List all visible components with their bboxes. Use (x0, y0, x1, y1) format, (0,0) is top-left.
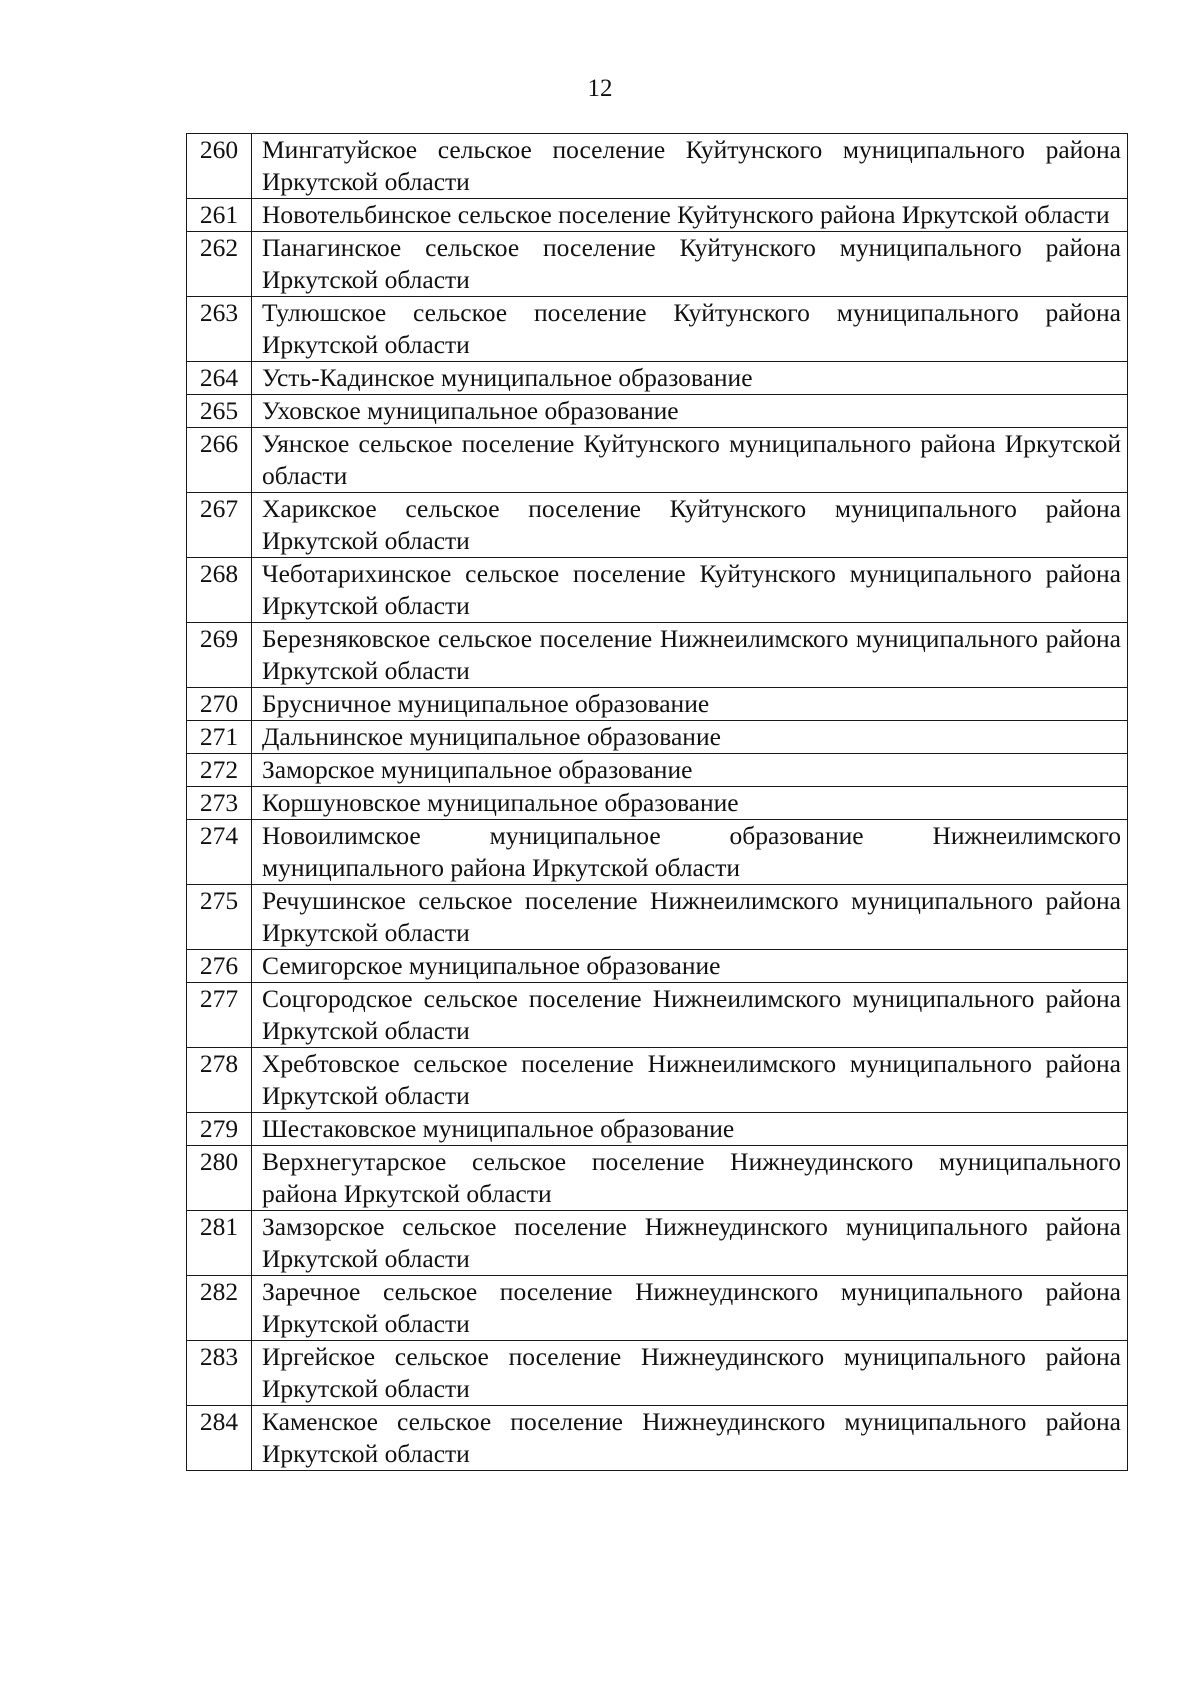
row-number: 272 (187, 754, 252, 787)
row-number: 281 (187, 1211, 252, 1276)
table-row (187, 362, 1128, 395)
table-row (187, 1276, 1128, 1341)
municipalities-table (186, 133, 1128, 1471)
row-number: 260 (187, 134, 252, 199)
row-number: 265 (187, 395, 252, 428)
row-number: 262 (187, 232, 252, 297)
municipality-name: Уянское сельское поселение Куйтунского муниципального района Иркутской области (252, 428, 1128, 493)
table-row (187, 1211, 1128, 1276)
table-row (187, 983, 1128, 1048)
table-row (187, 721, 1128, 754)
municipality-name: Новоилимское муниципальное образование Нижнеилимского муниципального района Иркутской области (252, 820, 1128, 885)
table-row (187, 1048, 1128, 1113)
municipality-name: Тулюшское сельское поселение Куйтунского муниципального района Иркутской области (252, 297, 1128, 362)
municipality-name: Замзорское сельское поселение Нижнеудинского муниципального района Иркутской области (252, 1211, 1128, 1276)
row-number: 263 (187, 297, 252, 362)
table-row (187, 1341, 1128, 1406)
table-row (187, 820, 1128, 885)
municipality-name: Мингатуйское сельское поселение Куйтунского муниципального района Иркутской области (252, 134, 1128, 199)
row-number: 271 (187, 721, 252, 754)
table-row (187, 297, 1128, 362)
row-number: 275 (187, 885, 252, 950)
municipality-name: Панагинское сельское поселение Куйтунского муниципального района Иркутской области (252, 232, 1128, 297)
table-row (187, 623, 1128, 688)
municipality-name: Соцгородское сельское поселение Нижнеилимского муниципального района Иркутской области (252, 983, 1128, 1048)
table-row (187, 950, 1128, 983)
row-number: 261 (187, 199, 252, 232)
municipality-name: Усть-Кадинское муниципальное образование (252, 362, 1128, 395)
municipality-name: Заречное сельское поселение Нижнеудинского муниципального района Иркутской области (252, 1276, 1128, 1341)
municipality-name: Речушинское сельское поселение Нижнеилимского муниципального района Иркутской области (252, 885, 1128, 950)
table-row (187, 885, 1128, 950)
table-row (187, 1113, 1128, 1146)
municipality-name: Уховское муниципальное образование (252, 395, 1128, 428)
row-number: 266 (187, 428, 252, 493)
municipality-name: Шестаковское муниципальное образование (252, 1113, 1128, 1146)
table-row (187, 787, 1128, 820)
row-number: 269 (187, 623, 252, 688)
row-number: 277 (187, 983, 252, 1048)
row-number: 280 (187, 1146, 252, 1211)
row-number: 270 (187, 688, 252, 721)
row-number: 268 (187, 558, 252, 623)
table-row (187, 134, 1128, 199)
row-number: 267 (187, 493, 252, 558)
municipality-name: Дальнинское муниципальное образование (252, 721, 1128, 754)
municipality-name: Хребтовское сельское поселение Нижнеилимского муниципального района Иркутской области (252, 1048, 1128, 1113)
table-row (187, 688, 1128, 721)
table-row (187, 754, 1128, 787)
row-number: 283 (187, 1341, 252, 1406)
table-body (187, 134, 1128, 1471)
table-row (187, 1406, 1128, 1471)
row-number: 276 (187, 950, 252, 983)
municipality-name: Брусничное муниципальное образование (252, 688, 1128, 721)
table-row (187, 558, 1128, 623)
table-row (187, 1146, 1128, 1211)
row-number: 274 (187, 820, 252, 885)
municipality-name: Чеботарихинское сельское поселение Куйтунского муниципального района Иркутской области (252, 558, 1128, 623)
table-row (187, 232, 1128, 297)
table-row (187, 493, 1128, 558)
municipality-name: Харикское сельское поселение Куйтунского муниципального района Иркутской области (252, 493, 1128, 558)
row-number: 284 (187, 1406, 252, 1471)
table-row (187, 199, 1128, 232)
municipality-name: Верхнегутарское сельское поселение Нижнеудинского муниципального района Иркутской области (252, 1146, 1128, 1211)
municipality-name: Коршуновское муниципальное образование (252, 787, 1128, 820)
municipality-name: Березняковское сельское поселение Нижнеилимского муниципального района Иркутской области (252, 623, 1128, 688)
row-number: 273 (187, 787, 252, 820)
table-row (187, 395, 1128, 428)
table-row (187, 428, 1128, 493)
municipality-name: Новотельбинское сельское поселение Куйтунского района Иркутской области (252, 199, 1128, 232)
municipality-name: Каменское сельское поселение Нижнеудинского муниципального района Иркутской области (252, 1406, 1128, 1471)
row-number: 264 (187, 362, 252, 395)
municipality-name: Иргейское сельское поселение Нижнеудинского муниципального района Иркутской области (252, 1341, 1128, 1406)
municipality-name: Семигорское муниципальное образование (252, 950, 1128, 983)
row-number: 279 (187, 1113, 252, 1146)
municipality-name: Заморское муниципальное образование (252, 754, 1128, 787)
row-number: 282 (187, 1276, 252, 1341)
page-number: 12 (587, 75, 613, 102)
row-number: 278 (187, 1048, 252, 1113)
